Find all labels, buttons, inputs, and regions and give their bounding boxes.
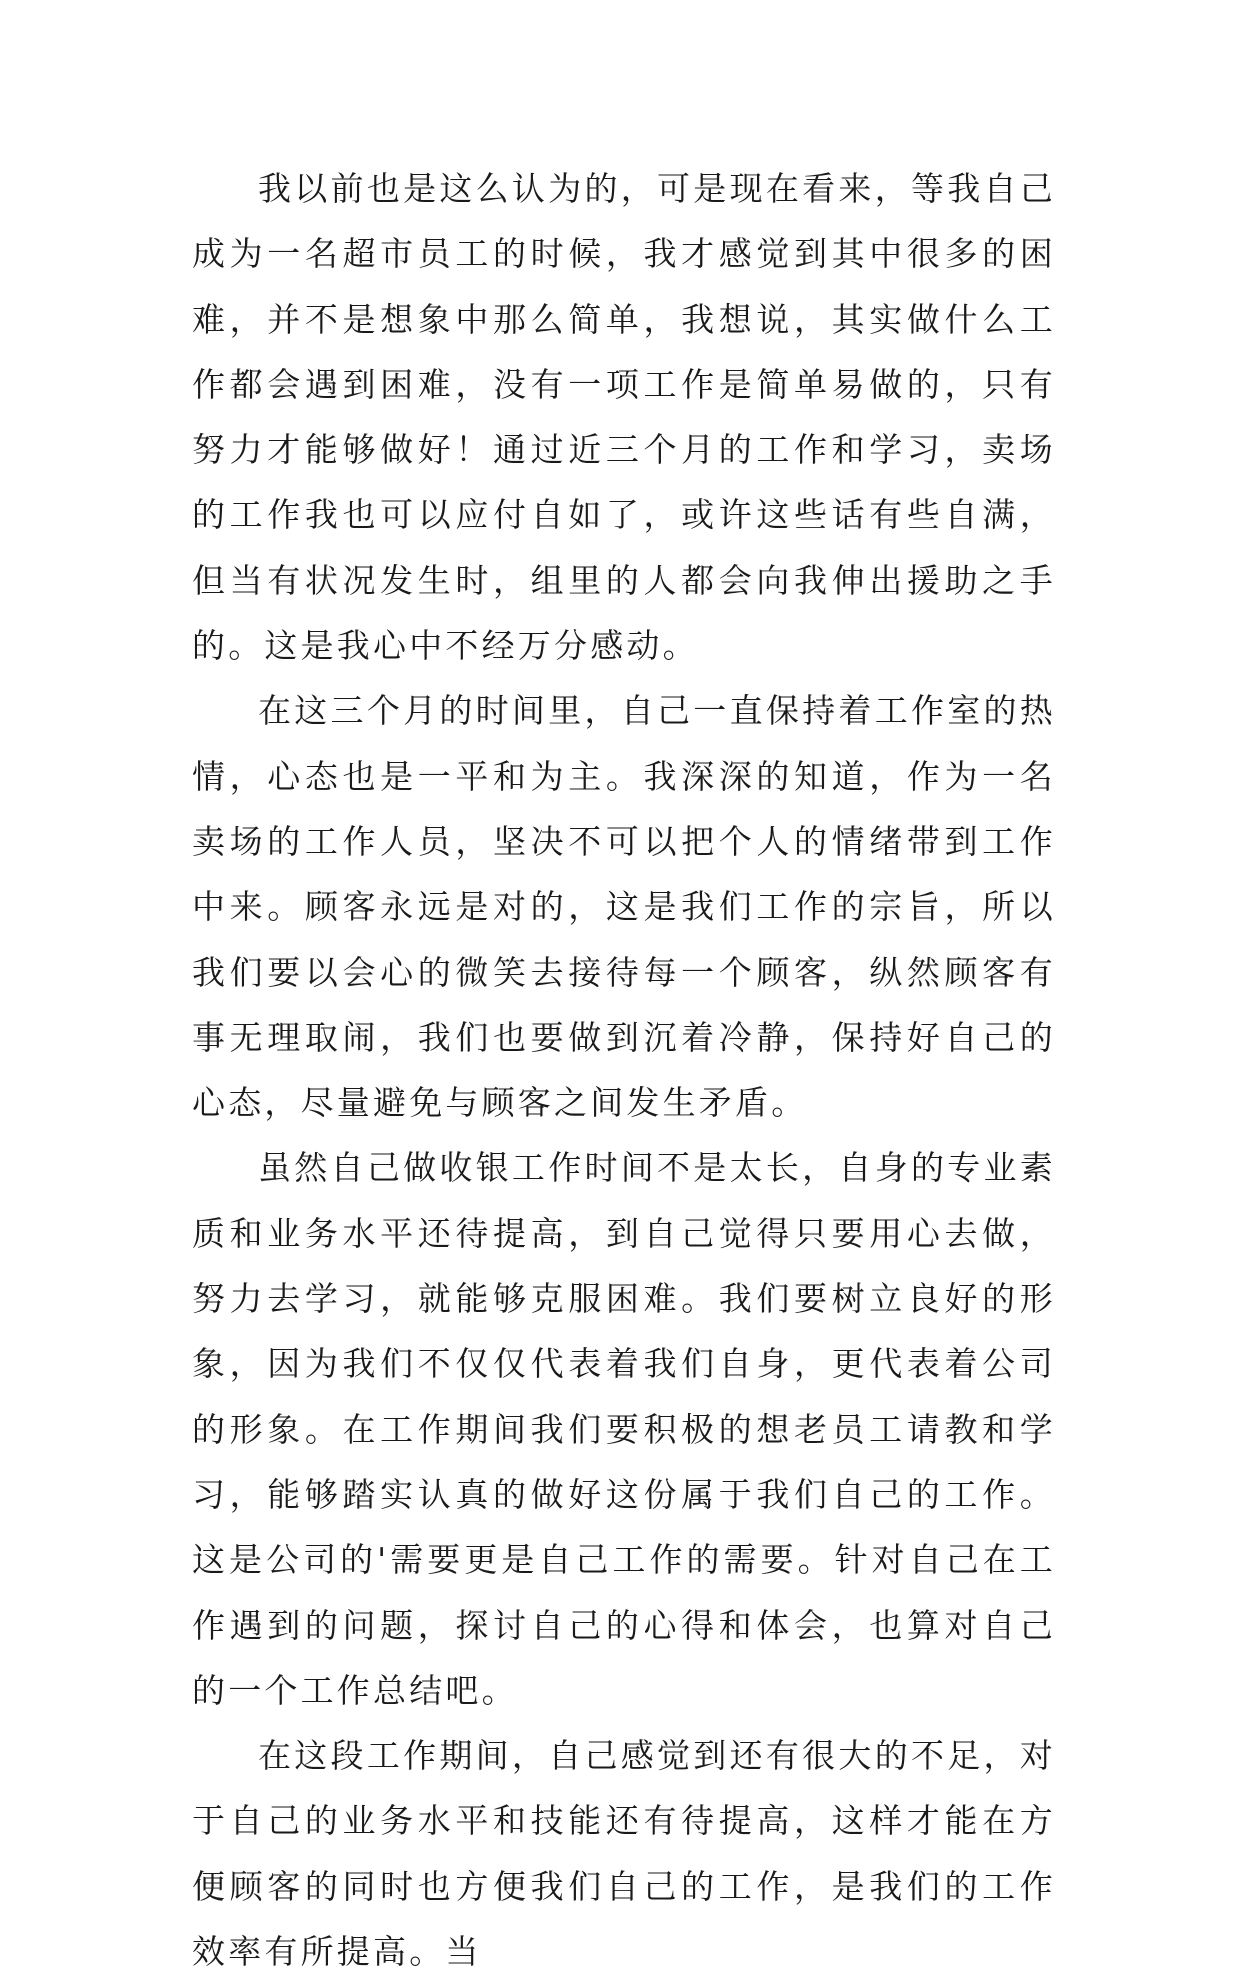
paragraph: 我以前也是这么认为的，可是现在看来，等我自己成为一名超市员工的时候，我才感觉到其中很多的困难，并不是想象中那么简单，我想说，其实做什么工作都会遇到困难，没有一项工作是简单易做的，只有努力才能够做好！通过近三个月的工作和学习，卖场的工作我也可以应付自如了，或许这些话有些自满，但当有状况发生时，组里的人都会向我伸出援助之手的。这是我心中不经万分感动。	[192, 169, 1056, 666]
paragraph: 在这三个月的时间里，自己一直保持着工作室的热情，心态也是一平和为主。我深深的知道，作为一名卖场的工作人员，坚决不可以把个人的情绪带到工作中来。顾客永远是对的，这是我们工作的宗旨，所以我们要以会心的微笑去接待每一个顾客，纵然顾客有事无理取闹，我们也要做到沉着冷静，保持好自己的心态，尽量避免与顾客之间发生矛盾。	[192, 691, 1056, 1123]
document-body	[192, 156, 1056, 1984]
paragraph: 在这段工作期间，自己感觉到还有很大的不足，对于自己的业务水平和技能还有待提高，这样才能在方便顾客的同时也方便我们自己的工作，是我们的工作效率有所提高。当	[192, 1736, 1056, 1972]
paragraph: 虽然自己做收银工作时间不是太长，自身的专业素质和业务水平还待提高，到自己觉得只要用心去做，努力去学习，就能够克服困难。我们要树立良好的形象，因为我们不仅仅代表着我们自身，更代表着公司的形象。在工作期间我们要积极的想老员工请教和学习，能够踏实认真的做好这份属于我们自己的工作。这是公司的'需要更是自己工作的需要。针对自己在工作遇到的问题，探讨自己的心得和体会，也算对自己的一个工作总结吧。	[192, 1148, 1056, 1710]
